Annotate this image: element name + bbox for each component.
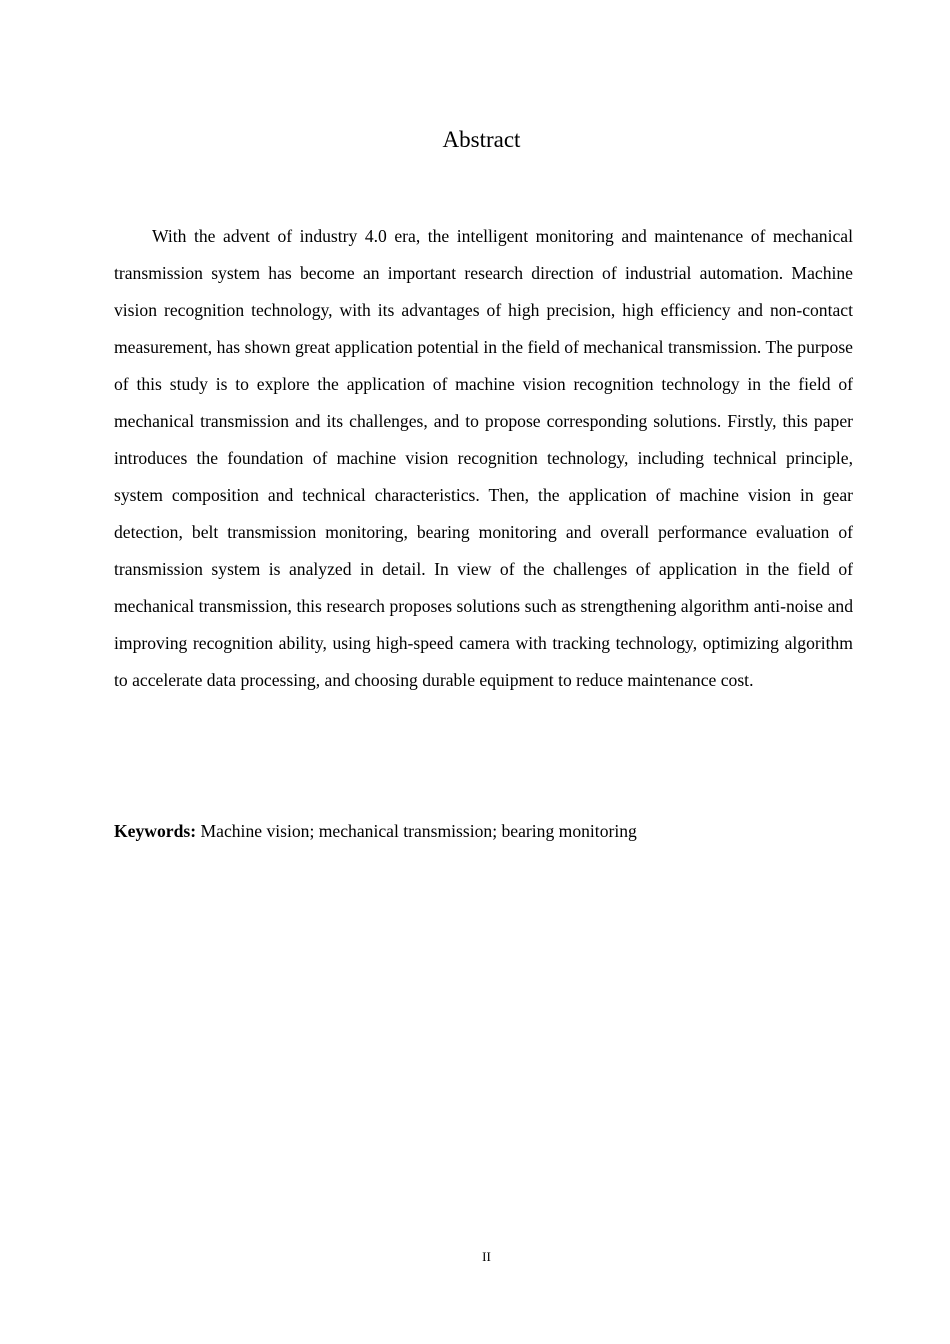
- page-title: Abstract: [442, 127, 521, 152]
- keywords-line: [114, 813, 853, 849]
- page-number: II: [482, 1249, 491, 1264]
- keywords-value: Machine vision; mechanical transmission; bearing monitoring: [200, 821, 637, 841]
- keywords-label: Keywords:: [114, 821, 197, 841]
- abstract-paragraph: With the advent of industry 4.0 era, the intelligent monitoring and maintenance of mechanical transmission system has become an important research direction of industrial automation. Machine vision recognition technology, with its advantages of high precision, high efficiency and non-contact measurement, has shown great application potential in the field of mechanical transmission. The purpose of this study is to explore the application of machine vision recognition technology in the field of mechanical transmission and its challenges, and to propose corresponding solutions. Firstly, this paper introduces the foundation of machine vision recognition technology, including technical principle, system composition and technical characteristics. Then, the application of machine vision in gear detection, belt transmission monitoring, bearing monitoring and overall performance evaluation of transmission system is analyzed in detail. In view of the challenges of application in the field of mechanical transmission, this research proposes solutions such as strengthening algorithm anti-noise and improving recognition ability, using high-speed camera with tracking technology, optimizing algorithm to accelerate data processing, and choosing durable equipment to reduce maintenance cost.: [114, 226, 853, 690]
